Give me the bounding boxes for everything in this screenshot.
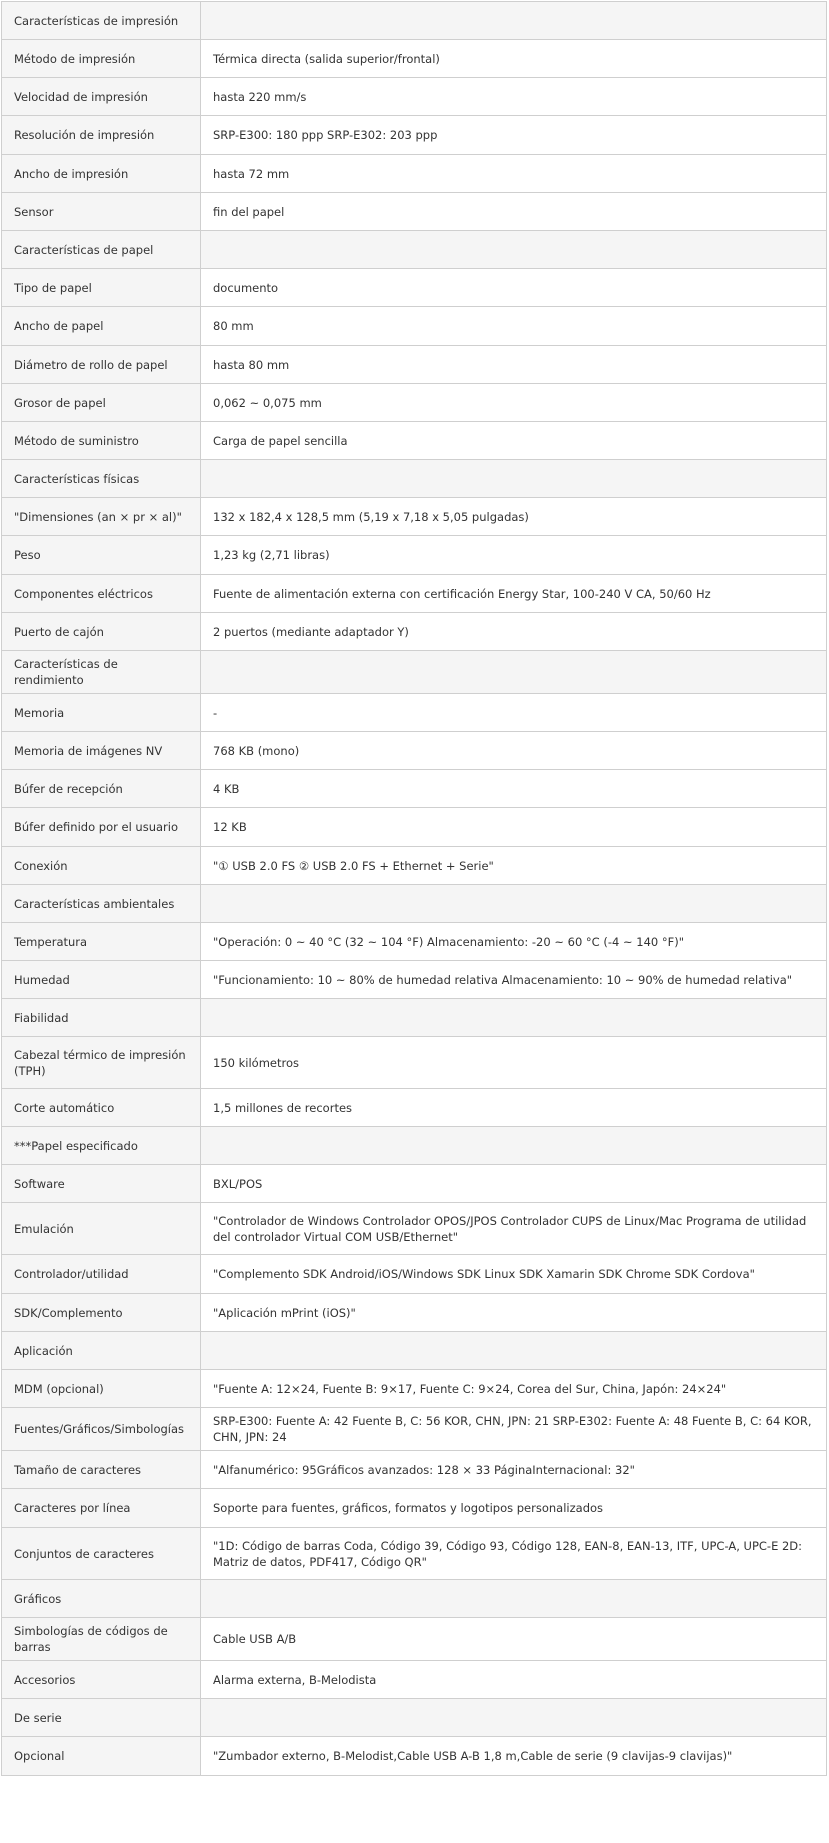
spec-label: "Dimensiones (an × pr × al)" — [2, 498, 201, 536]
spec-label: Ancho de impresión — [2, 155, 201, 193]
section-label: ***Papel especificado — [2, 1127, 201, 1165]
spec-row — [2, 307, 827, 346]
spec-label: Corte automático — [2, 1089, 201, 1127]
spec-value: Cable USB A/B — [201, 1618, 827, 1661]
spec-row — [2, 193, 827, 231]
spec-label: Búfer definido por el usuario — [2, 808, 201, 847]
spec-label: Memoria de imágenes NV — [2, 732, 201, 770]
spec-value: 1,5 millones de recortes — [201, 1089, 827, 1127]
section-value-empty — [201, 1580, 827, 1618]
spec-label: Opcional — [2, 1737, 201, 1776]
spec-value: "① USB 2.0 FS ② USB 2.0 FS + Ethernet + Serie" — [201, 847, 827, 885]
spec-row — [2, 1370, 827, 1408]
spec-label: Conexión — [2, 847, 201, 885]
spec-row — [2, 116, 827, 155]
spec-value: 768 KB (mono) — [201, 732, 827, 770]
spec-value: "Alfanumérico: 95Gráficos avanzados: 128 × 33 PáginaInternacional: 32" — [201, 1451, 827, 1489]
spec-value: 1,23 kg (2,71 libras) — [201, 536, 827, 575]
spec-value: "Operación: 0 ~ 40 °C (32 ~ 104 °F) Almacenamiento: -20 ~ 60 °C (-4 ~ 140 °F)" — [201, 923, 827, 961]
spec-label: Tipo de papel — [2, 269, 201, 307]
spec-row — [2, 1165, 827, 1203]
spec-row — [2, 575, 827, 613]
spec-label: Grosor de papel — [2, 384, 201, 422]
spec-row — [2, 346, 827, 384]
spec-value: "Funcionamiento: 10 ~ 80% de humedad relativa Almacenamiento: 10 ~ 90% de humedad relativa" — [201, 961, 827, 999]
spec-row — [2, 78, 827, 116]
spec-row — [2, 770, 827, 808]
spec-label: Sensor — [2, 193, 201, 231]
spec-label: Temperatura — [2, 923, 201, 961]
spec-row — [2, 1408, 827, 1451]
spec-label: Búfer de recepción — [2, 770, 201, 808]
spec-value: hasta 80 mm — [201, 346, 827, 384]
section-header-row — [2, 460, 827, 498]
spec-row — [2, 1294, 827, 1332]
spec-label: Conjuntos de caracteres — [2, 1528, 201, 1580]
spec-label: Emulación — [2, 1203, 201, 1255]
spec-label: Humedad — [2, 961, 201, 999]
spec-label: Puerto de cajón — [2, 613, 201, 651]
spec-row — [2, 1528, 827, 1580]
spec-table-body — [2, 2, 827, 1776]
spec-row — [2, 269, 827, 307]
spec-label: Controlador/utilidad — [2, 1255, 201, 1294]
spec-label: Memoria — [2, 694, 201, 732]
spec-row — [2, 1489, 827, 1528]
section-label: Características físicas — [2, 460, 201, 498]
section-header-row — [2, 885, 827, 923]
spec-row — [2, 847, 827, 885]
spec-row — [2, 384, 827, 422]
spec-label: Tamaño de caracteres — [2, 1451, 201, 1489]
section-header-row — [2, 1332, 827, 1370]
spec-label: Peso — [2, 536, 201, 575]
spec-label: Componentes eléctricos — [2, 575, 201, 613]
spec-value: 4 KB — [201, 770, 827, 808]
section-header-row — [2, 651, 827, 694]
spec-value: Alarma externa, B-Melodista — [201, 1661, 827, 1699]
section-label: Gráficos — [2, 1580, 201, 1618]
section-value-empty — [201, 1332, 827, 1370]
spec-value: 80 mm — [201, 307, 827, 346]
section-value-empty — [201, 2, 827, 40]
spec-row — [2, 1661, 827, 1699]
spec-value: Carga de papel sencilla — [201, 422, 827, 460]
spec-value: - — [201, 694, 827, 732]
section-label: De serie — [2, 1699, 201, 1737]
spec-label: Diámetro de rollo de papel — [2, 346, 201, 384]
spec-row — [2, 613, 827, 651]
spec-value: "1D: Código de barras Coda, Código 39, Código 93, Código 128, EAN-8, EAN-13, ITF, UPC-A, UPC-E 2D: Matriz de datos, PDF417, Código QR" — [201, 1528, 827, 1580]
spec-row — [2, 536, 827, 575]
section-label: Características de papel — [2, 231, 201, 269]
spec-label: Velocidad de impresión — [2, 78, 201, 116]
section-value-empty — [201, 885, 827, 923]
section-header-row — [2, 1127, 827, 1165]
spec-value: documento — [201, 269, 827, 307]
section-value-empty — [201, 1699, 827, 1737]
section-header-row — [2, 1580, 827, 1618]
spec-label: SDK/Complemento — [2, 1294, 201, 1332]
section-value-empty — [201, 651, 827, 694]
spec-value: Soporte para fuentes, gráficos, formatos y logotipos personalizados — [201, 1489, 827, 1528]
spec-row — [2, 1037, 827, 1089]
spec-value: 150 kilómetros — [201, 1037, 827, 1089]
spec-row — [2, 1255, 827, 1294]
spec-label: Método de impresión — [2, 40, 201, 78]
spec-value: SRP-E300: Fuente A: 42 Fuente B, C: 56 KOR, CHN, JPN: 21 SRP-E302: Fuente A: 48 Fuente B, C: 64 KOR, CHN, JPN: 24 — [201, 1408, 827, 1451]
spec-value: 0,062 ~ 0,075 mm — [201, 384, 827, 422]
spec-label: Caracteres por línea — [2, 1489, 201, 1528]
spec-row — [2, 155, 827, 193]
spec-value: hasta 72 mm — [201, 155, 827, 193]
spec-label: Método de suministro — [2, 422, 201, 460]
section-label: Características de rendimiento — [2, 651, 201, 694]
spec-row — [2, 732, 827, 770]
spec-row — [2, 498, 827, 536]
spec-value: Fuente de alimentación externa con certificación Energy Star, 100-240 V CA, 50/60 Hz — [201, 575, 827, 613]
section-value-empty — [201, 231, 827, 269]
spec-label: Accesorios — [2, 1661, 201, 1699]
section-label: Características ambientales — [2, 885, 201, 923]
spec-row — [2, 961, 827, 999]
spec-row — [2, 1203, 827, 1255]
spec-label: Simbologías de códigos de barras — [2, 1618, 201, 1661]
section-value-empty — [201, 999, 827, 1037]
spec-label: Fuentes/Gráficos/Simbologías — [2, 1408, 201, 1451]
spec-value: "Zumbador externo, B-Melodist,Cable USB A-B 1,8 m,Cable de serie (9 clavijas-9 clavijas)" — [201, 1737, 827, 1776]
spec-row — [2, 694, 827, 732]
spec-value: "Aplicación mPrint (iOS)" — [201, 1294, 827, 1332]
spec-value: SRP-E300: 180 ppp SRP-E302: 203 ppp — [201, 116, 827, 155]
spec-row — [2, 40, 827, 78]
spec-value: BXL/POS — [201, 1165, 827, 1203]
spec-row — [2, 1089, 827, 1127]
section-header-row — [2, 1699, 827, 1737]
spec-row — [2, 923, 827, 961]
section-label: Fiabilidad — [2, 999, 201, 1037]
spec-table — [1, 1, 827, 1776]
section-value-empty — [201, 460, 827, 498]
section-value-empty — [201, 1127, 827, 1165]
spec-value: 2 puertos (mediante adaptador Y) — [201, 613, 827, 651]
section-label: Características de impresión — [2, 2, 201, 40]
spec-value: "Fuente A: 12×24, Fuente B: 9×17, Fuente C: 9×24, Corea del Sur, China, Japón: 24×24" — [201, 1370, 827, 1408]
spec-row — [2, 1451, 827, 1489]
spec-value: "Controlador de Windows Controlador OPOS/JPOS Controlador CUPS de Linux/Mac Programa de utilidad del controlador Virtual COM USB/Ethernet" — [201, 1203, 827, 1255]
spec-value: "Complemento SDK Android/iOS/Windows SDK Linux SDK Xamarin SDK Chrome SDK Cordova" — [201, 1255, 827, 1294]
spec-row — [2, 1618, 827, 1661]
section-header-row — [2, 2, 827, 40]
spec-label: Ancho de papel — [2, 307, 201, 346]
spec-value: 132 x 182,4 x 128,5 mm (5,19 x 7,18 x 5,05 pulgadas) — [201, 498, 827, 536]
spec-row — [2, 422, 827, 460]
spec-value: Térmica directa (salida superior/frontal) — [201, 40, 827, 78]
section-label: Aplicación — [2, 1332, 201, 1370]
spec-row — [2, 1737, 827, 1776]
spec-label: Resolución de impresión — [2, 116, 201, 155]
spec-label: MDM (opcional) — [2, 1370, 201, 1408]
spec-label: Software — [2, 1165, 201, 1203]
section-header-row — [2, 231, 827, 269]
section-header-row — [2, 999, 827, 1037]
spec-value: 12 KB — [201, 808, 827, 847]
spec-label: Cabezal térmico de impresión (TPH) — [2, 1037, 201, 1089]
spec-value: fin del papel — [201, 193, 827, 231]
spec-row — [2, 808, 827, 847]
spec-value: hasta 220 mm/s — [201, 78, 827, 116]
